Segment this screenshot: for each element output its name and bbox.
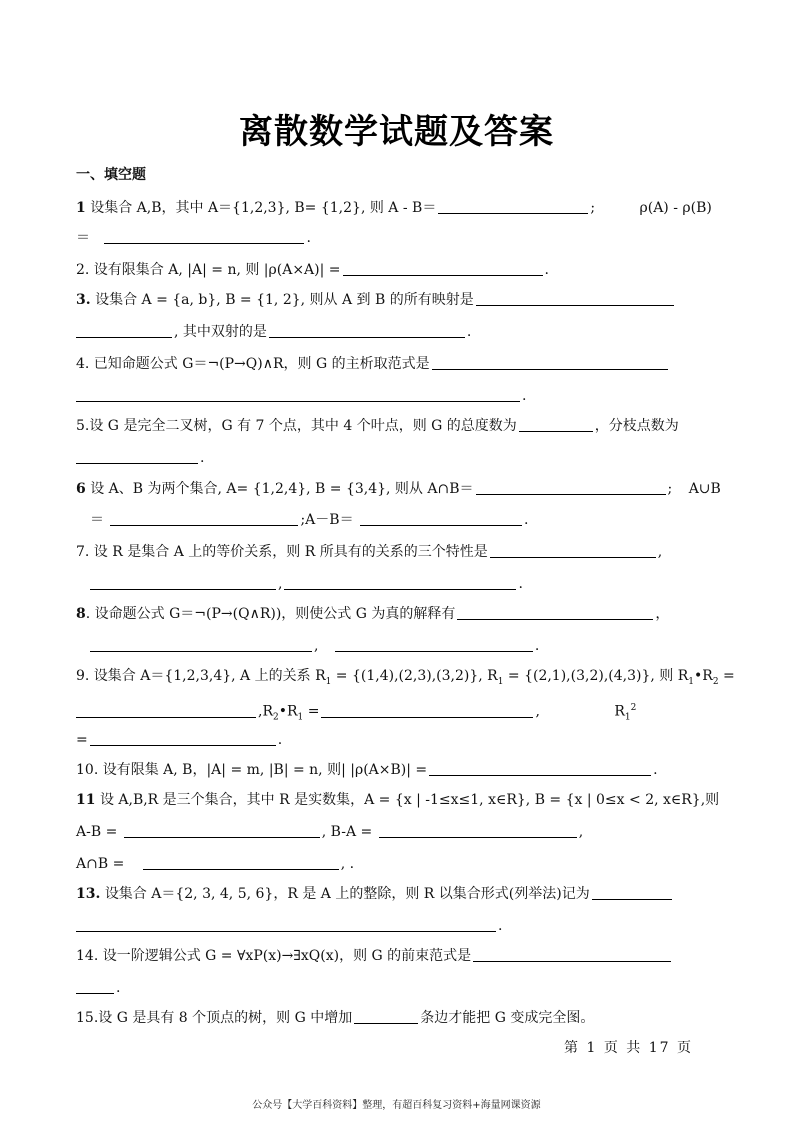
- answer-blank[interactable]: [76, 387, 520, 402]
- question-13-line-2: .: [76, 916, 502, 936]
- answer-blank[interactable]: [354, 1009, 418, 1024]
- answer-blank[interactable]: [429, 761, 651, 776]
- source-note: 公众号【大学百科资料】整理，有超百科复习资料+海量网课资源: [252, 1100, 541, 1111]
- question-5-line-1: 5.设 G 是完全二叉树，G 有 7 个点，其中 4 个叶点，则 G 的总度数为 ，分枝点数为: [76, 418, 679, 434]
- answer-blank[interactable]: [90, 731, 276, 746]
- answer-blank[interactable]: [143, 855, 339, 870]
- question-7-line-1: 7. 设 R 是集合 A 上的等价关系，则 R 所具有的关系的三个特性是 ,: [76, 544, 663, 560]
- question-3-line-1: 3. 设集合 A = {a, b}, B = {1, 2}, 则从 A 到 B 的所有映射是: [76, 290, 676, 310]
- question-2: 2. 设有限集合 A, |A| = n, 则 |ρ(A×A)| = .: [76, 262, 549, 278]
- section-heading: 一、填空题: [76, 167, 146, 183]
- answer-blank[interactable]: [490, 543, 656, 558]
- question-11-line-3: A∩B = , .: [76, 856, 355, 872]
- answer-blank[interactable]: [110, 511, 298, 526]
- question-8-line-2: , .: [90, 636, 539, 656]
- question-6-line-1: 6 设 A、B 为两个集合, A= {1,2,4}, B = {3,4}, 则从 A∩B＝ ; A∪B: [76, 481, 721, 497]
- question-14-line-2: .: [76, 978, 120, 998]
- answer-blank[interactable]: [360, 511, 522, 526]
- answer-blank[interactable]: [519, 417, 593, 432]
- answer-blank[interactable]: [438, 199, 588, 214]
- answer-blank[interactable]: [76, 917, 496, 932]
- question-9-line-1: 9. 设集合 A＝{1,2,3,4}, A 上的关系 $R_1 = \{(1,4),(2,3),(3,2)\}$, $R_1 = \{(2,1),(3,2),(4,3)\}$, 则 $R_1•R_2$ =: [76, 668, 735, 687]
- answer-blank[interactable]: [321, 703, 533, 718]
- answer-blank[interactable]: [592, 885, 672, 900]
- answer-blank[interactable]: [343, 261, 543, 276]
- question-9-line-3: = .: [76, 732, 283, 748]
- question-1-line-2: ＝ .: [76, 230, 311, 246]
- question-8-line-1: 8. 设命题公式 G＝¬(P→(Q∧R))，则使公式 G 为真的解释有 ，: [76, 606, 670, 622]
- answer-blank[interactable]: [379, 823, 577, 838]
- question-6-line-2: ＝ ;A－B＝ .: [90, 512, 529, 528]
- question-9-line-2: $,R_2•R_1$ = , $R_1^2$: [76, 698, 636, 718]
- answer-blank[interactable]: [124, 823, 320, 838]
- question-1-line-1: 1 设集合 A,B，其中 A＝{1,2,3}, B= {1,2}, 则 A - B＝ ; ρ(A) - ρ(B): [76, 200, 712, 216]
- answer-blank[interactable]: [76, 703, 256, 718]
- answer-blank[interactable]: [432, 355, 668, 370]
- question-15: 15.设 G 是具有 8 个顶点的树，则 G 中增加 条边才能把 G 变成完全图。: [76, 1010, 595, 1026]
- answer-blank[interactable]: [90, 637, 312, 652]
- answer-blank[interactable]: [76, 979, 114, 994]
- answer-blank[interactable]: [335, 637, 533, 652]
- question-13-line-1: 13. 设集合 A＝{2, 3, 4, 5, 6}，R 是 A 上的整除，则 R 以集合形式(列举法)记为: [76, 884, 674, 904]
- answer-blank[interactable]: [269, 323, 465, 338]
- answer-blank[interactable]: [476, 291, 674, 306]
- answer-blank[interactable]: [457, 605, 653, 620]
- question-5-line-2: .: [76, 448, 204, 468]
- question-11-line-1: 11 设 A,B,R 是三个集合，其中 R 是实数集，A = {x | -1≤x≤1, x∈R}, B = {x | 0≤x < 2, x∈R},则: [76, 792, 720, 808]
- question-7-line-2: , .: [90, 574, 523, 594]
- question-4-line-1: 4. 已知命题公式 G＝¬(P→Q)∧R，则 G 的主析取范式是: [76, 354, 670, 374]
- question-3-line-2: , 其中双射的是 .: [76, 322, 471, 342]
- answer-blank[interactable]: [473, 947, 671, 962]
- question-10: 10. 设有限集 A, B，|A| = m, |B| = n, 则| |ρ(A×B)| = .: [76, 762, 658, 778]
- question-14-line-1: 14. 设一阶逻辑公式 G = ∀xP(x)→∃xQ(x)，则 G 的前束范式是: [76, 946, 673, 966]
- answer-blank[interactable]: [76, 323, 172, 338]
- question-4-line-2: .: [76, 386, 526, 406]
- question-11-line-2: A-B = , B-A = ,: [76, 824, 584, 840]
- page-title: 离散数学试题及答案: [239, 112, 554, 152]
- answer-blank[interactable]: [90, 575, 276, 590]
- page-number: 第 1 页 共 17 页: [564, 1040, 693, 1056]
- answer-blank[interactable]: [476, 480, 666, 495]
- answer-blank[interactable]: [284, 575, 516, 590]
- answer-blank[interactable]: [76, 449, 198, 464]
- answer-blank[interactable]: [104, 229, 304, 244]
